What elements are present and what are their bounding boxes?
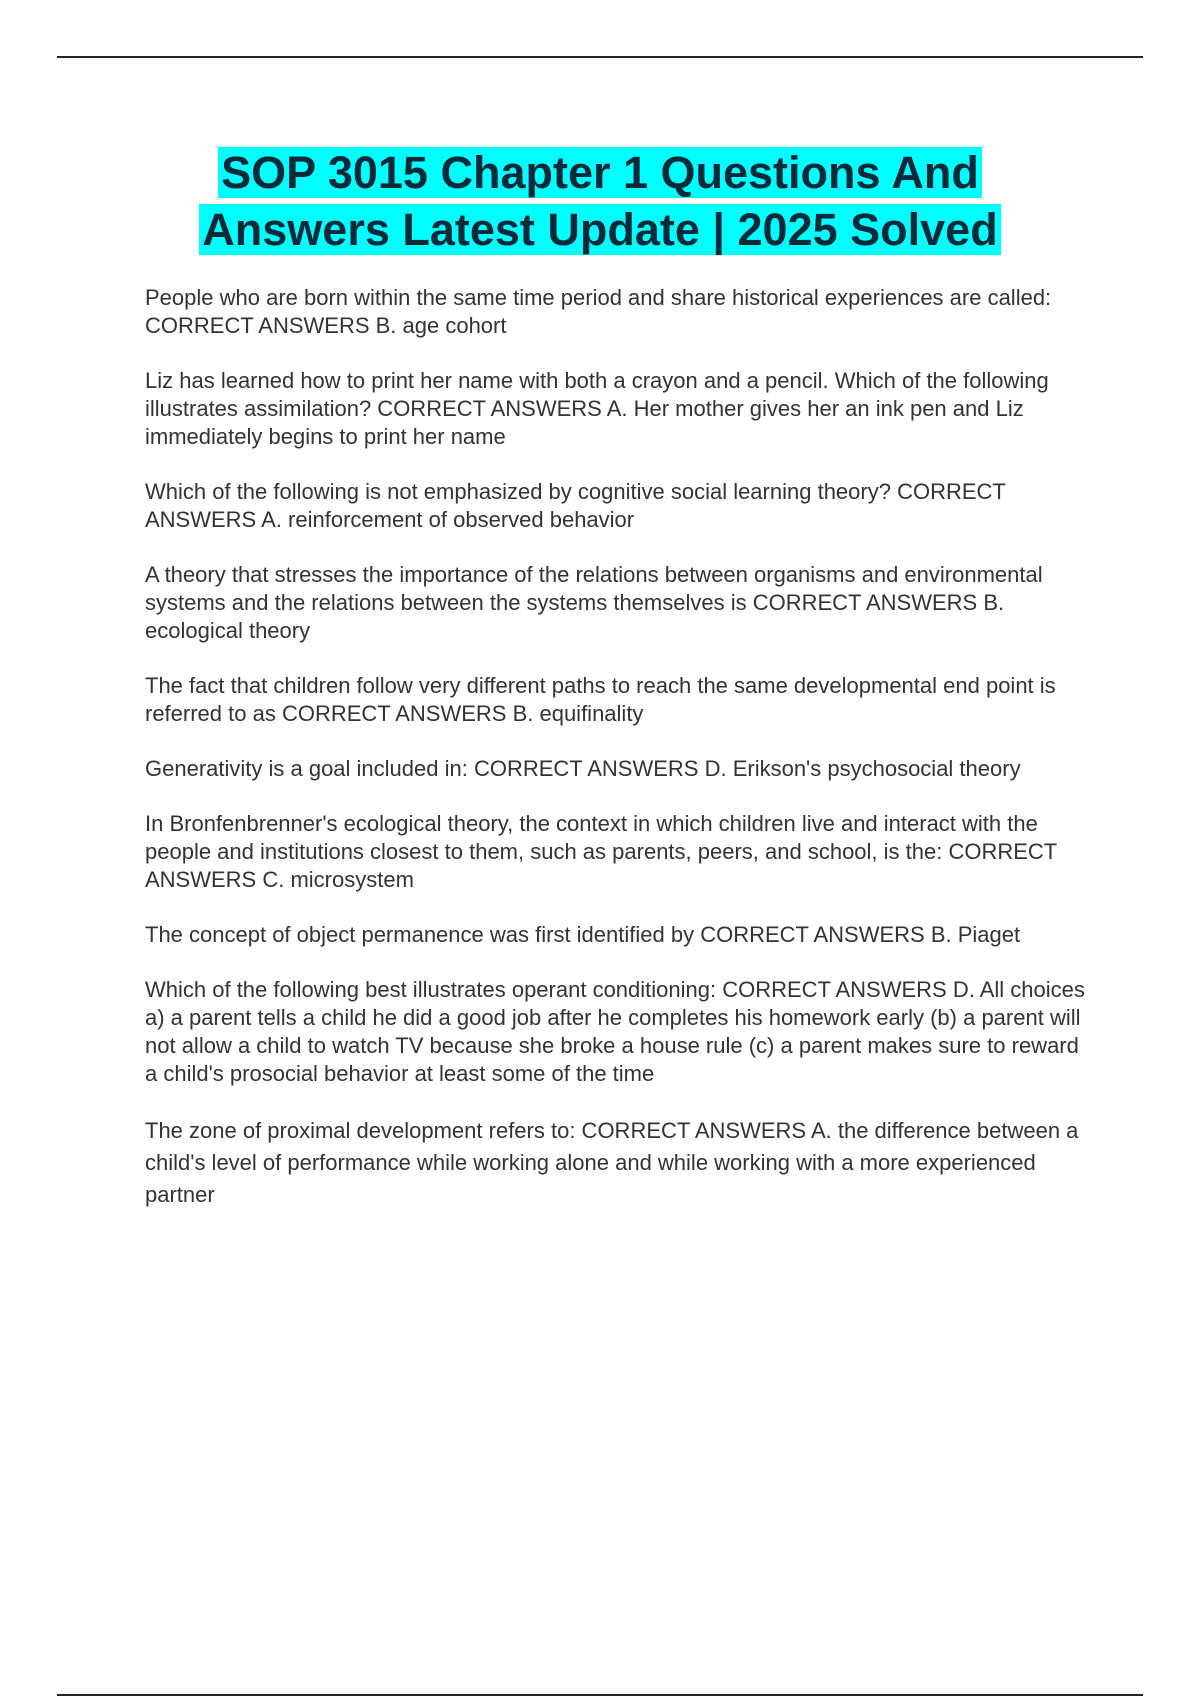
- title-line-1: SOP 3015 Chapter 1 Questions And: [218, 147, 982, 198]
- qa-item: Which of the following is not emphasized by cognitive social learning theory? CORRECT ANSWERS A. reinforcement of observed behavior: [145, 479, 1006, 532]
- header-rule: [57, 56, 1143, 58]
- title-line-2: Answers Latest Update | 2025 Solved: [199, 204, 1000, 255]
- qa-item: People who are born within the same time period and share historical experiences are called: CORRECT ANSWERS B. age cohort: [145, 285, 1052, 338]
- qa-item: A theory that stresses the importance of the relations between organisms and environmental systems and the relations between the systems themselves is CORRECT ANSWERS B. ecological theory: [145, 562, 1043, 643]
- qa-item: The zone of proximal development refers to: CORRECT ANSWERS A. the difference between a child's level of performance while working alone and while working with a more experienced partner: [145, 1118, 1079, 1207]
- qa-item: The concept of object permanence was first identified by CORRECT ANSWERS B. Piaget: [145, 922, 1021, 947]
- qa-item: Which of the following best illustrates operant conditioning: CORRECT ANSWERS D. All choices a) a parent tells a child he did a good job after he completes his homework early (b) a parent will not allow a child to watch TV because she broke a house rule (c) a parent makes sure to reward a child's prosocial behavior at least some of the time: [145, 977, 1085, 1086]
- qa-item: In Bronfenbrenner's ecological theory, the context in which children live and interact with the people and institutions closest to them, such as parents, peers, and school, is the: CORRECT ANSWERS C. microsystem: [145, 811, 1057, 892]
- qa-item: Liz has learned how to print her name with both a crayon and a pencil. Which of the following illustrates assimilation? CORRECT ANSWERS A. Her mother gives her an ink pen and Liz immediately begins to print her name: [145, 368, 1049, 449]
- qa-item: The fact that children follow very different paths to reach the same developmental end point is referred to as CORRECT ANSWERS B. equifinality: [145, 673, 1056, 726]
- qa-item: Generativity is a goal included in: CORRECT ANSWERS D. Erikson's psychosocial theory: [145, 756, 1021, 781]
- footer-rule: [57, 1694, 1143, 1696]
- document-title: [60, 144, 1140, 258]
- qa-list: [145, 284, 1095, 1238]
